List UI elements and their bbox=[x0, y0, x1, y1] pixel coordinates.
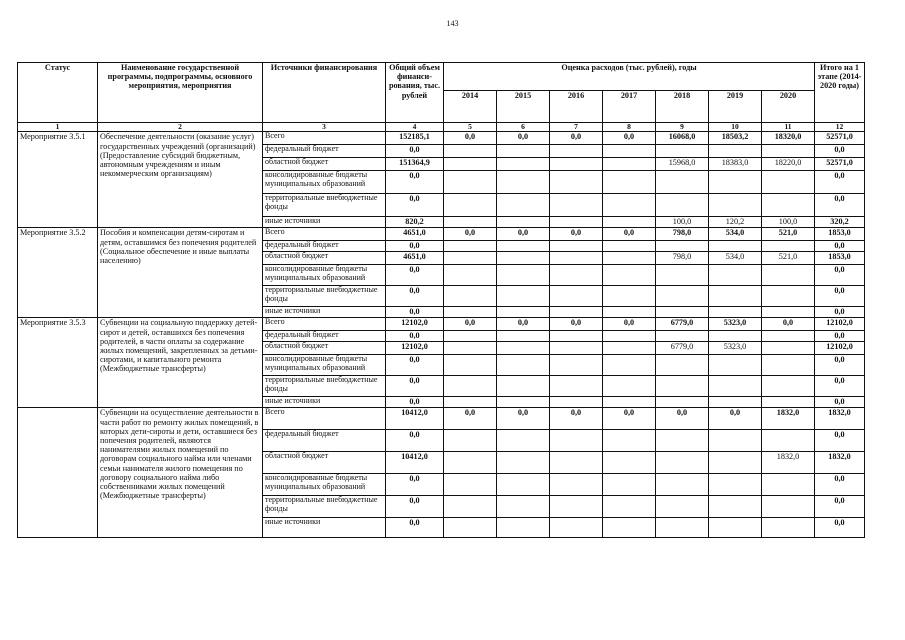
year-value-cell bbox=[603, 171, 656, 194]
year-value-cell bbox=[603, 145, 656, 158]
column-number: 11 bbox=[762, 123, 815, 132]
year-value-cell bbox=[550, 265, 603, 286]
year-value-cell bbox=[550, 342, 603, 355]
year-value-cell bbox=[603, 430, 656, 452]
total-cell: 151364,9 bbox=[386, 158, 444, 171]
year-value-cell bbox=[550, 376, 603, 397]
year-value-cell bbox=[497, 474, 550, 496]
stage-total-cell: 0,0 bbox=[815, 286, 865, 307]
header-status: Статус bbox=[18, 63, 98, 123]
year-value-cell bbox=[603, 342, 656, 355]
year-value-cell bbox=[444, 518, 497, 538]
table-row bbox=[18, 132, 865, 145]
year-value-cell bbox=[497, 307, 550, 318]
year-value-cell: 0,0 bbox=[603, 408, 656, 430]
year-value-cell: 0,0 bbox=[603, 318, 656, 331]
total-cell: 0,0 bbox=[386, 397, 444, 408]
year-value-cell bbox=[762, 145, 815, 158]
year-value-cell: 18320,0 bbox=[762, 132, 815, 145]
year-value-cell bbox=[497, 241, 550, 252]
year-value-cell bbox=[709, 452, 762, 474]
status-cell: Мероприятие 3.5.2 bbox=[18, 228, 98, 318]
total-cell: 0,0 bbox=[386, 171, 444, 194]
measure-name-cell: Субвенции на социальную поддержку детей-сирот и детей, оставшихся без попечения родителей, в части оплаты за содержание жилых помещений, закрепленных за детьми-сиротами, и капитального ремонта (Межбюджетные трансферты) bbox=[98, 318, 263, 408]
year-value-cell bbox=[656, 430, 709, 452]
year-value-cell bbox=[709, 307, 762, 318]
year-value-cell bbox=[709, 430, 762, 452]
year-value-cell bbox=[762, 331, 815, 342]
year-value-cell: 534,0 bbox=[709, 228, 762, 241]
year-value-cell bbox=[762, 241, 815, 252]
year-value-cell bbox=[656, 376, 709, 397]
year-value-cell bbox=[444, 145, 497, 158]
year-value-cell bbox=[444, 171, 497, 194]
column-number-row bbox=[18, 123, 865, 132]
year-value-cell bbox=[444, 252, 497, 265]
year-value-cell bbox=[444, 158, 497, 171]
year-value-cell bbox=[497, 342, 550, 355]
year-value-cell bbox=[762, 355, 815, 376]
year-value-cell bbox=[444, 430, 497, 452]
table-row bbox=[18, 228, 865, 241]
year-value-cell bbox=[444, 331, 497, 342]
year-value-cell bbox=[550, 331, 603, 342]
column-number: 7 bbox=[550, 123, 603, 132]
column-number: 3 bbox=[263, 123, 386, 132]
year-value-cell: 0,0 bbox=[550, 132, 603, 145]
year-value-cell: 5323,0 bbox=[709, 318, 762, 331]
year-value-cell: 0,0 bbox=[444, 408, 497, 430]
funding-source-cell: областной бюджет bbox=[263, 158, 386, 171]
header-year: 2019 bbox=[709, 91, 762, 123]
year-value-cell bbox=[497, 194, 550, 217]
year-value-cell bbox=[709, 171, 762, 194]
column-number: 8 bbox=[603, 123, 656, 132]
year-value-cell bbox=[656, 307, 709, 318]
year-value-cell bbox=[709, 397, 762, 408]
year-value-cell bbox=[603, 397, 656, 408]
column-number: 9 bbox=[656, 123, 709, 132]
year-value-cell: 798,0 bbox=[656, 252, 709, 265]
year-value-cell bbox=[709, 376, 762, 397]
year-value-cell bbox=[762, 430, 815, 452]
column-number: 5 bbox=[444, 123, 497, 132]
year-value-cell bbox=[762, 307, 815, 318]
year-value-cell bbox=[497, 252, 550, 265]
year-value-cell bbox=[603, 452, 656, 474]
year-value-cell bbox=[709, 474, 762, 496]
year-value-cell bbox=[497, 518, 550, 538]
funding-source-cell: федеральный бюджет bbox=[263, 145, 386, 158]
year-value-cell bbox=[656, 452, 709, 474]
year-value-cell bbox=[603, 158, 656, 171]
funding-source-cell: территориальные внебюджетные фонды bbox=[263, 194, 386, 217]
year-value-cell bbox=[550, 252, 603, 265]
total-cell: 0,0 bbox=[386, 265, 444, 286]
funding-source-cell: иные источники bbox=[263, 397, 386, 408]
year-value-cell bbox=[709, 194, 762, 217]
funding-source-cell: областной бюджет bbox=[263, 342, 386, 355]
total-cell: 0,0 bbox=[386, 430, 444, 452]
year-value-cell bbox=[762, 496, 815, 518]
total-cell: 0,0 bbox=[386, 376, 444, 397]
year-value-cell bbox=[762, 474, 815, 496]
status-cell: Мероприятие 3.5.1 bbox=[18, 132, 98, 228]
table-row bbox=[18, 408, 865, 430]
funding-source-cell: Всего bbox=[263, 132, 386, 145]
year-value-cell bbox=[444, 194, 497, 217]
column-number: 10 bbox=[709, 123, 762, 132]
header-estimate: Оценка расходов (тыс. рублей), годы bbox=[444, 63, 815, 91]
year-value-cell bbox=[603, 286, 656, 307]
stage-total-cell: 0,0 bbox=[815, 397, 865, 408]
total-cell: 0,0 bbox=[386, 518, 444, 538]
funding-source-cell: федеральный бюджет bbox=[263, 430, 386, 452]
funding-source-cell: консолидированные бюджеты муниципальных образований bbox=[263, 355, 386, 376]
header-year: 2020 bbox=[762, 91, 815, 123]
year-value-cell bbox=[656, 331, 709, 342]
stage-total-cell: 0,0 bbox=[815, 376, 865, 397]
year-value-cell: 0,0 bbox=[497, 132, 550, 145]
table-body bbox=[18, 132, 865, 538]
year-value-cell bbox=[656, 171, 709, 194]
funding-source-cell: Всего bbox=[263, 408, 386, 430]
year-value-cell bbox=[550, 430, 603, 452]
year-value-cell bbox=[656, 474, 709, 496]
year-value-cell: 15968,0 bbox=[656, 158, 709, 171]
year-value-cell bbox=[444, 397, 497, 408]
year-value-cell bbox=[497, 145, 550, 158]
year-value-cell: 18220,0 bbox=[762, 158, 815, 171]
page-number: 143 bbox=[446, 19, 459, 28]
year-value-cell bbox=[603, 331, 656, 342]
year-value-cell: 0,0 bbox=[497, 318, 550, 331]
year-value-cell bbox=[550, 217, 603, 228]
year-value-cell bbox=[656, 286, 709, 307]
funding-source-cell: Всего bbox=[263, 228, 386, 241]
stage-total-cell: 52571,0 bbox=[815, 132, 865, 145]
header-year: 2014 bbox=[444, 91, 497, 123]
year-value-cell bbox=[709, 331, 762, 342]
year-value-cell bbox=[444, 376, 497, 397]
year-value-cell bbox=[497, 355, 550, 376]
year-value-cell: 0,0 bbox=[550, 228, 603, 241]
year-value-cell bbox=[603, 217, 656, 228]
year-value-cell bbox=[550, 286, 603, 307]
year-value-cell bbox=[497, 430, 550, 452]
stage-total-cell: 0,0 bbox=[815, 194, 865, 217]
year-value-cell bbox=[656, 194, 709, 217]
year-value-cell: 0,0 bbox=[444, 228, 497, 241]
year-value-cell bbox=[550, 307, 603, 318]
year-value-cell bbox=[497, 397, 550, 408]
year-value-cell bbox=[444, 241, 497, 252]
total-cell: 0,0 bbox=[386, 194, 444, 217]
table-row bbox=[18, 318, 865, 331]
year-value-cell bbox=[709, 496, 762, 518]
year-value-cell bbox=[603, 307, 656, 318]
year-value-cell bbox=[656, 518, 709, 538]
year-value-cell bbox=[444, 217, 497, 228]
stage-total-cell: 0,0 bbox=[815, 171, 865, 194]
year-value-cell bbox=[603, 355, 656, 376]
funding-source-cell: областной бюджет bbox=[263, 252, 386, 265]
column-number: 6 bbox=[497, 123, 550, 132]
stage-total-cell: 1853,0 bbox=[815, 228, 865, 241]
year-value-cell bbox=[603, 376, 656, 397]
year-value-cell bbox=[497, 452, 550, 474]
stage-total-cell: 0,0 bbox=[815, 518, 865, 538]
funding-source-cell: территориальные внебюджетные фонды bbox=[263, 496, 386, 518]
total-cell: 12102,0 bbox=[386, 342, 444, 355]
total-cell: 4651,0 bbox=[386, 252, 444, 265]
year-value-cell: 0,0 bbox=[709, 408, 762, 430]
funding-source-cell: областной бюджет bbox=[263, 452, 386, 474]
year-value-cell: 0,0 bbox=[497, 408, 550, 430]
year-value-cell bbox=[550, 474, 603, 496]
year-value-cell bbox=[603, 496, 656, 518]
year-value-cell bbox=[497, 171, 550, 194]
stage-total-cell: 0,0 bbox=[815, 241, 865, 252]
year-value-cell bbox=[550, 452, 603, 474]
total-cell: 0,0 bbox=[386, 474, 444, 496]
year-value-cell: 0,0 bbox=[603, 132, 656, 145]
year-value-cell bbox=[497, 158, 550, 171]
year-value-cell: 16068,0 bbox=[656, 132, 709, 145]
year-value-cell: 6779,0 bbox=[656, 342, 709, 355]
budget-table bbox=[17, 62, 865, 538]
total-cell: 0,0 bbox=[386, 496, 444, 518]
year-value-cell bbox=[603, 252, 656, 265]
year-value-cell bbox=[550, 397, 603, 408]
total-cell: 0,0 bbox=[386, 331, 444, 342]
year-value-cell: 1832,0 bbox=[762, 408, 815, 430]
funding-source-cell: консолидированные бюджеты муниципальных образований bbox=[263, 474, 386, 496]
header-name: Наименование государственной программы, подпрограммы, основного мероприятия, мероприятия bbox=[98, 63, 263, 123]
year-value-cell bbox=[550, 171, 603, 194]
stage-total-cell: 0,0 bbox=[815, 145, 865, 158]
year-value-cell: 18383,0 bbox=[709, 158, 762, 171]
stage-total-cell: 0,0 bbox=[815, 430, 865, 452]
stage-total-cell: 0,0 bbox=[815, 331, 865, 342]
year-value-cell bbox=[550, 496, 603, 518]
status-cell: Мероприятие 3.5.3 bbox=[18, 318, 98, 408]
funding-source-cell: консолидированные бюджеты муниципальных образований bbox=[263, 265, 386, 286]
year-value-cell: 0,0 bbox=[550, 318, 603, 331]
year-value-cell: 534,0 bbox=[709, 252, 762, 265]
funding-source-cell: территориальные внебюджетные фонды bbox=[263, 286, 386, 307]
total-cell: 0,0 bbox=[386, 307, 444, 318]
total-cell: 4651,0 bbox=[386, 228, 444, 241]
total-cell: 152185,1 bbox=[386, 132, 444, 145]
total-cell: 820,2 bbox=[386, 217, 444, 228]
year-value-cell bbox=[444, 474, 497, 496]
year-value-cell bbox=[709, 265, 762, 286]
year-value-cell bbox=[497, 331, 550, 342]
header-year: 2017 bbox=[603, 91, 656, 123]
header-year: 2016 bbox=[550, 91, 603, 123]
stage-total-cell: 1832,0 bbox=[815, 408, 865, 430]
year-value-cell bbox=[550, 194, 603, 217]
funding-source-cell: иные источники bbox=[263, 307, 386, 318]
year-value-cell bbox=[603, 518, 656, 538]
year-value-cell bbox=[603, 194, 656, 217]
measure-name-cell: Обеспечение деятельности (оказание услуг) государственных учреждений (организаций) (Предоставление субсидий бюджетным, автономным учреждениям и иным некоммерческим организациям) bbox=[98, 132, 263, 228]
total-cell: 0,0 bbox=[386, 145, 444, 158]
status-cell bbox=[18, 408, 98, 538]
year-value-cell bbox=[444, 265, 497, 286]
funding-source-cell: федеральный бюджет bbox=[263, 331, 386, 342]
year-value-cell: 0,0 bbox=[603, 228, 656, 241]
year-value-cell bbox=[497, 217, 550, 228]
year-value-cell bbox=[656, 241, 709, 252]
funding-source-cell: консолидированные бюджеты муниципальных образований bbox=[263, 171, 386, 194]
year-value-cell bbox=[603, 265, 656, 286]
total-cell: 0,0 bbox=[386, 286, 444, 307]
year-value-cell bbox=[709, 518, 762, 538]
funding-source-cell: Всего bbox=[263, 318, 386, 331]
measure-name-cell: Пособия и компенсации детям-сиротам и детям, оставшимся без попечения родителей (Социальное обеспечение и иные выплаты населению) bbox=[98, 228, 263, 318]
total-cell: 12102,0 bbox=[386, 318, 444, 331]
total-cell: 10412,0 bbox=[386, 452, 444, 474]
year-value-cell: 100,0 bbox=[762, 217, 815, 228]
funding-source-cell: территориальные внебюджетные фонды bbox=[263, 376, 386, 397]
total-cell: 0,0 bbox=[386, 241, 444, 252]
year-value-cell: 0,0 bbox=[550, 408, 603, 430]
year-value-cell bbox=[762, 397, 815, 408]
year-value-cell bbox=[762, 194, 815, 217]
year-value-cell bbox=[550, 518, 603, 538]
header-year: 2015 bbox=[497, 91, 550, 123]
year-value-cell bbox=[444, 355, 497, 376]
year-value-cell bbox=[656, 397, 709, 408]
stage-total-cell: 12102,0 bbox=[815, 342, 865, 355]
year-value-cell bbox=[444, 307, 497, 318]
year-value-cell bbox=[656, 355, 709, 376]
year-value-cell: 0,0 bbox=[762, 318, 815, 331]
year-value-cell bbox=[444, 342, 497, 355]
year-value-cell bbox=[709, 145, 762, 158]
year-value-cell bbox=[762, 518, 815, 538]
year-value-cell bbox=[497, 265, 550, 286]
year-value-cell bbox=[656, 496, 709, 518]
year-value-cell bbox=[656, 145, 709, 158]
stage-total-cell: 1853,0 bbox=[815, 252, 865, 265]
header-total: Общий объем финанси-рования, тыс. рублей bbox=[386, 63, 444, 123]
header-stage-total: Итого на 1 этапе (2014-2020 годы) bbox=[815, 63, 865, 123]
column-number: 4 bbox=[386, 123, 444, 132]
year-value-cell bbox=[762, 171, 815, 194]
year-value-cell bbox=[603, 474, 656, 496]
year-value-cell: 0,0 bbox=[656, 408, 709, 430]
measure-name-cell: Субвенции на осуществление деятельности в части работ по ремонту жилых помещений, в которых дети-сироты и дети, оставшиеся без попечения родителей, являются нанимателями жилых помещений по договорам социального найма или членами семьи нанимателя жилого помещения по договору социального найма либо собственниками жилых помещений (Межбюджетные трансферты) bbox=[98, 408, 263, 538]
funding-source-cell: федеральный бюджет bbox=[263, 241, 386, 252]
stage-total-cell: 12102,0 bbox=[815, 318, 865, 331]
total-cell: 10412,0 bbox=[386, 408, 444, 430]
year-value-cell bbox=[550, 241, 603, 252]
year-value-cell bbox=[603, 241, 656, 252]
year-value-cell: 18503,2 bbox=[709, 132, 762, 145]
stage-total-cell: 0,0 bbox=[815, 265, 865, 286]
year-value-cell bbox=[444, 496, 497, 518]
year-value-cell bbox=[497, 286, 550, 307]
year-value-cell bbox=[709, 241, 762, 252]
year-value-cell: 5323,0 bbox=[709, 342, 762, 355]
year-value-cell: 0,0 bbox=[497, 228, 550, 241]
stage-total-cell: 0,0 bbox=[815, 355, 865, 376]
year-value-cell: 521,0 bbox=[762, 252, 815, 265]
funding-source-cell: иные источники bbox=[263, 518, 386, 538]
stage-total-cell: 0,0 bbox=[815, 307, 865, 318]
column-number: 12 bbox=[815, 123, 865, 132]
stage-total-cell: 1832,0 bbox=[815, 452, 865, 474]
year-value-cell bbox=[550, 158, 603, 171]
year-value-cell bbox=[762, 265, 815, 286]
year-value-cell bbox=[656, 265, 709, 286]
header-sources: Источники финансирования bbox=[263, 63, 386, 123]
year-value-cell bbox=[762, 342, 815, 355]
year-value-cell bbox=[444, 452, 497, 474]
column-number: 2 bbox=[98, 123, 263, 132]
year-value-cell bbox=[497, 376, 550, 397]
year-value-cell bbox=[550, 355, 603, 376]
year-value-cell bbox=[550, 145, 603, 158]
year-value-cell: 0,0 bbox=[444, 132, 497, 145]
stage-total-cell: 0,0 bbox=[815, 496, 865, 518]
stage-total-cell: 0,0 bbox=[815, 474, 865, 496]
year-value-cell bbox=[709, 355, 762, 376]
year-value-cell bbox=[444, 286, 497, 307]
year-value-cell: 1832,0 bbox=[762, 452, 815, 474]
year-value-cell: 0,0 bbox=[444, 318, 497, 331]
year-value-cell: 798,0 bbox=[656, 228, 709, 241]
column-number: 1 bbox=[18, 123, 98, 132]
stage-total-cell: 52571,0 bbox=[815, 158, 865, 171]
year-value-cell: 521,0 bbox=[762, 228, 815, 241]
year-value-cell bbox=[709, 286, 762, 307]
header-year: 2018 bbox=[656, 91, 709, 123]
year-value-cell: 100,0 bbox=[656, 217, 709, 228]
year-value-cell: 120,2 bbox=[709, 217, 762, 228]
total-cell: 0,0 bbox=[386, 355, 444, 376]
year-value-cell: 6779,0 bbox=[656, 318, 709, 331]
funding-source-cell: иные источники bbox=[263, 217, 386, 228]
year-value-cell bbox=[762, 376, 815, 397]
year-value-cell bbox=[762, 286, 815, 307]
stage-total-cell: 320,2 bbox=[815, 217, 865, 228]
year-value-cell bbox=[497, 496, 550, 518]
